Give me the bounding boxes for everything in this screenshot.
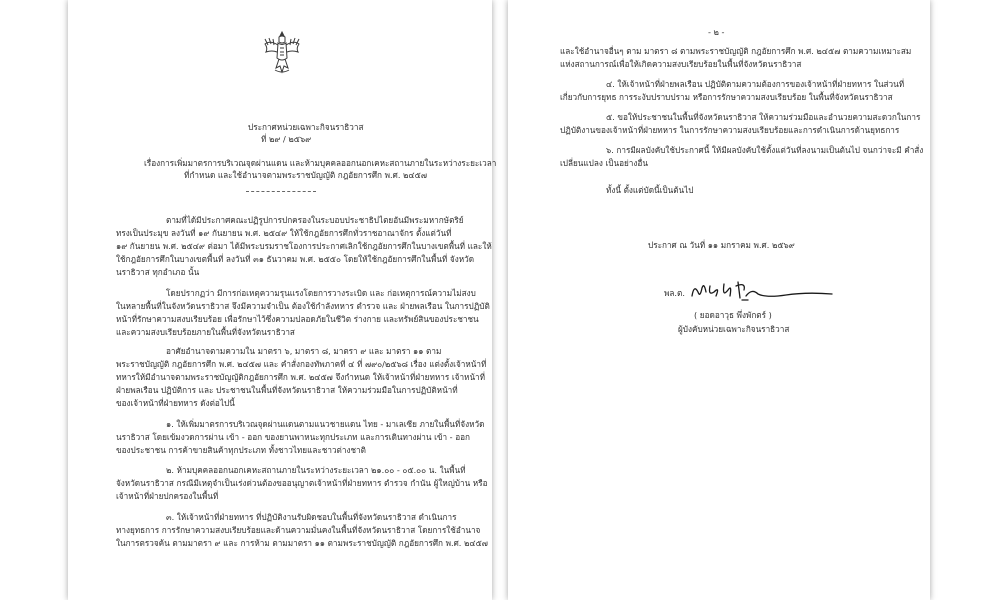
item-5-line: ปฏิบัติงานของเจ้าหน้าที่ฝ่ายทหาร ในการรักษาความสงบเรียบร้อยและการดำเนินการด้านยุทธการ bbox=[560, 125, 900, 135]
body-line: ใช้กฎอัยการศึกในบางเขตพื้นที่ ลงวันที่ ๓๑ ธันวาคม พ.ศ. ๒๕๕๐ โดยให้ใช้กฎอัยการศึกในพื้นที่ จังหวัด bbox=[116, 254, 475, 264]
garuda-emblem-icon bbox=[262, 30, 302, 76]
signer-rank: พล.ต. bbox=[664, 288, 685, 298]
body-line: ของเจ้าหน้าที่ฝ่ายทหาร ดังต่อไปนี้ bbox=[116, 398, 235, 408]
subject-line-1: เรื่องการเพิ่มมาตรการบริเวณจุดผ่านแดน และห้ามบุคคลออกนอกเคหะสถานภายในระหว่างระยะเวลา bbox=[144, 158, 497, 168]
item-2-line: ๒. ห้ามบุคคลออกนอกเคหะสถานภายในระหว่างระยะเวลา ๒๑.๐๐ - ๐๕.๐๐ น. ในพื้นที่ bbox=[166, 465, 466, 475]
body-line: หน้าที่รักษาความสงบเรียบร้อย เพื่อรักษาไว้ซึ่งความปลอดภัยในชีวิต ร่างกาย และทรัพย์สินของประชาชน bbox=[116, 314, 479, 324]
body-line: อาศัยอำนาจตามความใน มาตรา ๖, มาตรา ๘, มาตรา ๙ และ มาตรา ๑๑ ตาม bbox=[166, 346, 442, 356]
item-3-line: ๓. ให้เจ้าหน้าที่ฝ่ายทหาร ที่ปฏิบัติงานรับผิดชอบในพื้นที่จังหวัดนราธิวาส ดำเนินการ bbox=[166, 512, 457, 522]
document-page-2 bbox=[508, 0, 930, 600]
announcement-number: ที่ ๒๙ / ๒๕๖๙ bbox=[261, 134, 312, 144]
body-line: ฝ่ายพลเรือน ปฏิบัติการ และ ประชาชนในพื้นที่จังหวัดนราธิวาส ให้ความร่วมมือในการปฏิบัติหน้าที่ bbox=[116, 385, 458, 395]
announcement-date: ประกาศ ณ วันที่ ๑๑ มกราคม พ.ศ. ๒๕๖๙ bbox=[648, 240, 795, 250]
signer-name: ( ยอดอาวุธ พึ่งพักตร์ ) bbox=[694, 310, 772, 320]
continuation-line: แห่งสถานการณ์เพื่อให้เกิดความสงบเรียบร้อยในพื้นที่จังหวัดนราธิวาส bbox=[560, 59, 802, 69]
body-line: ทหารให้มีอำนาจตามพระราชบัญญัติกฎอัยการศึก พ.ศ. ๒๔๕๗ จึงกำหนด ให้เจ้าหน้าที่ฝ่ายทหาร เจ้าหน้าที่ bbox=[116, 372, 486, 382]
item-1-line: ๑. ให้เพิ่มมาตรการบริเวณจุดผ่านแดนตามแนวชายแดน ไทย - มาเลเซีย ภายในพื้นที่จังหวัด bbox=[166, 419, 485, 429]
item-3-line: ในการตรวจค้น ตามมาตรา ๙ และ การห้าม ตามมาตรา ๑๑ ตามพระราชบัญญัติ กฎอัยการศึก พ.ศ. ๒๔๕๗ bbox=[116, 538, 488, 548]
signer-title: ผู้บังคับหน่วยเฉพาะกิจนราธิวาส bbox=[678, 324, 790, 334]
document-page-1 bbox=[68, 0, 497, 600]
item-2-line: จังหวัดนราธิวาส กรณีมีเหตุจำเป็นเร่งด่วนต้องขออนุญาตเจ้าหน้าที่ฝ่ายทหาร ตำรวจ กำนัน ผู้ใหญ่บ้าน หรือ bbox=[116, 478, 488, 488]
page-number: - ๒ - bbox=[708, 27, 725, 37]
subject-line-2: ที่กำหนด และใช้อำนาจตามพระราชบัญญัติ กฎอัยการศึก พ.ศ. ๒๔๕๗ bbox=[184, 170, 427, 180]
item-6-line: ๖. การมีผลบังคับใช้ประกาศนี้ ให้มีผลบังคับใช้ตั้งแต่วันที่ลงนามเป็นต้นไป จนกว่าจะมี คำสั่ง bbox=[606, 145, 924, 155]
item-4-line: เกี่ยวกับการยุทธ การระงับปราบปราม หรือการรักษาความสงบเรียบร้อย ในพื้นที่จังหวัดนราธิวาส bbox=[560, 92, 893, 102]
body-line: ในหลายพื้นที่ในจังหวัดนราธิวาส จึงมีความจำเป็น ต้องใช้กำลังทหาร ตำรวจ และ ฝ่ายพลเรือน ในการปฏิบัติ bbox=[116, 301, 490, 311]
issuing-agency: ประกาศหน่วยเฉพาะกิจนราธิวาส bbox=[248, 122, 364, 132]
body-line: โดยปรากฏว่า มีการก่อเหตุความรุนแรงโดยการวางระเบิด และ ก่อเหตุการณ์ความไม่สงบ bbox=[166, 288, 476, 298]
continuation-line: และใช้อำนาจอื่นๆ ตาม มาตรา ๘ ตามพระราชบัญญัติ กฎอัยการศึก พ.ศ. ๒๔๕๗ ตามความเหมาะสม bbox=[560, 46, 912, 56]
item-4-line: ๔. ให้เจ้าหน้าที่ฝ่ายพลเรือน ปฏิบัติตามความต้องการของเจ้าหน้าที่ฝ่ายทหาร ในส่วนที่ bbox=[606, 79, 905, 89]
handwritten-signature bbox=[686, 278, 836, 304]
body-line: และความสงบเรียบร้อยภายในพื้นที่จังหวัดนราธิวาส bbox=[116, 327, 295, 337]
body-line: พระราชบัญญัติ กฎอัยการศึก พ.ศ. ๒๔๕๗ และ คำสั่งกองทัพภาคที่ ๔ ที่ ๗๙๐/๒๕๖๘ เรื่อง แต่งตั้งเจ้าหน้าที่ bbox=[116, 359, 487, 369]
divider bbox=[246, 191, 316, 192]
item-1-line: นราธิวาส โดยเข้มงวดการผ่าน เข้า - ออก ของยานพาหนะทุกประเภท และการเดินทางผ่าน เข้า - ออก bbox=[116, 432, 471, 442]
item-5-line: ๕. ขอให้ประชาชนในพื้นที่จังหวัดนราธิวาส ให้ความร่วมมือและอำนวยความสะดวกในการ bbox=[606, 112, 921, 122]
body-line: ตามที่ได้มีประกาศคณะปฏิรูปการปกครองในระบอบประชาธิปไตยอันมีพระมหากษัตริย์ bbox=[166, 215, 464, 225]
effective-statement: ทั้งนี้ ตั้งแต่บัดนี้เป็นต้นไป bbox=[606, 185, 694, 195]
body-line: ๑๙ กันยายน พ.ศ. ๒๕๔๙ ต่อมา ได้มีพระบรมราชโองการประกาศเลิกใช้กฎอัยการศึกในบางเขตพื้นที่ และให้ bbox=[116, 241, 492, 251]
body-line: ทรงเป็นประมุข ลงวันที่ ๑๙ กันยายน พ.ศ. ๒๕๔๙ ให้ใช้กฎอัยการศึกทั่วราชอาณาจักร ตั้งแต่วันที่ bbox=[116, 228, 452, 238]
item-6-line: เปลี่ยนแปลง เป็นอย่างอื่น bbox=[560, 158, 648, 168]
item-3-line: ทางยุทธการ การรักษาความสงบเรียบร้อยและด้านความมั่นคงในพื้นที่จังหวัดนราธิวาส โดยการใช้อำนาจ bbox=[116, 525, 481, 535]
item-1-line: ของประชาชน การค้าขายสินค้าทุกประเภท ทั้งชาวไทยและชาวต่างชาติ bbox=[116, 445, 366, 455]
body-line: นราธิวาส ทุกอำเภอ นั้น bbox=[116, 267, 200, 277]
item-2-line: เจ้าหน้าที่ฝ่ายปกครองในพื้นที่ bbox=[116, 491, 219, 501]
